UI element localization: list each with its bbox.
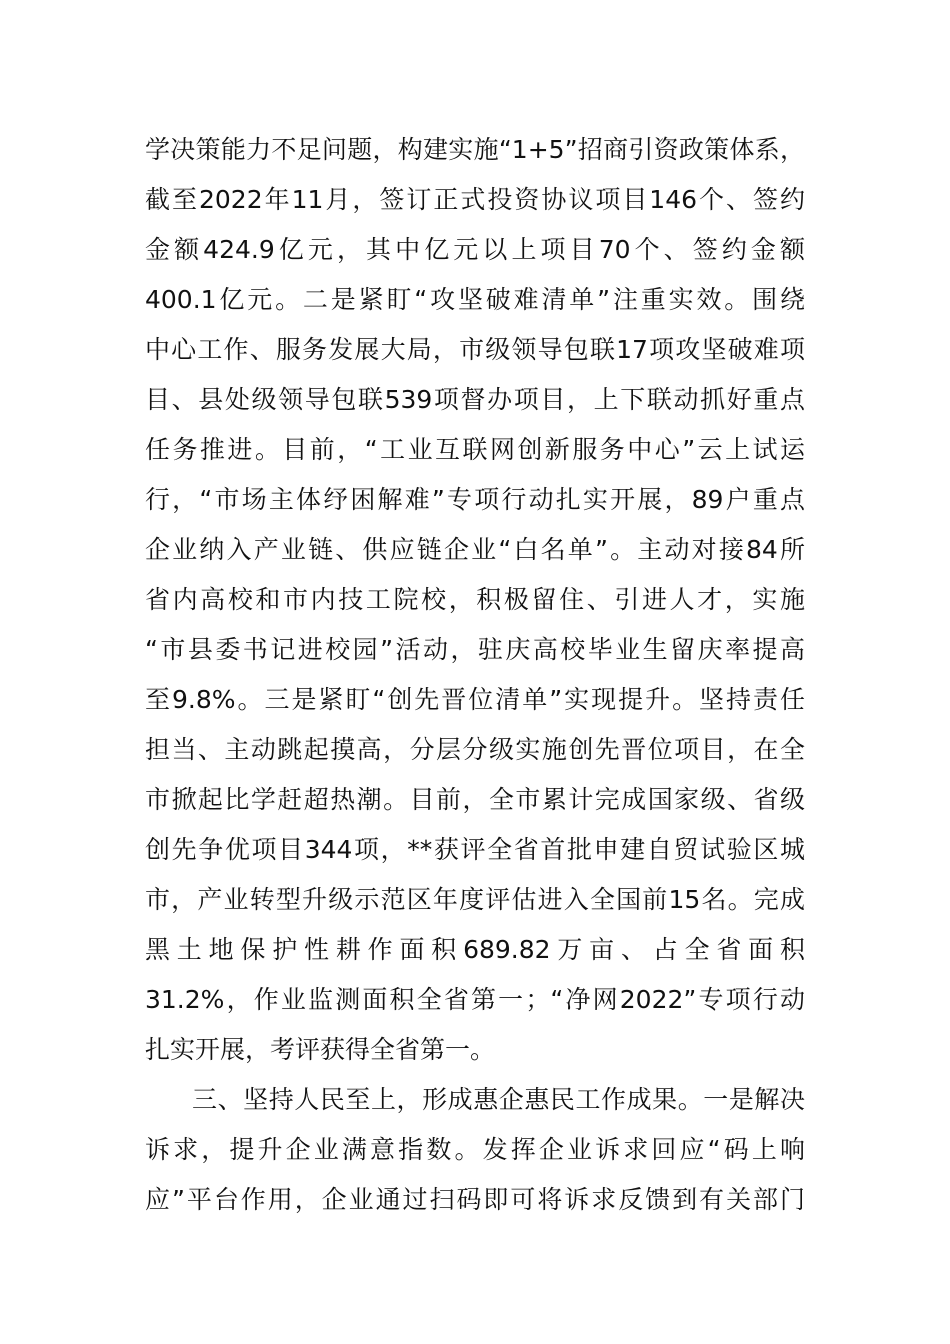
text-line: 扎实开展，考评获得全省第一。 [145, 1035, 496, 1064]
text-line: 金额424.9亿元，其中亿元以上项目70个、签约金额 [145, 235, 805, 264]
text-line: 担当、主动跳起摸高，分层分级实施创先晋位项目，在全 [145, 735, 805, 764]
text-line: 行，“市场主体纾困解难”专项行动扎实开展，89户重点 [145, 485, 805, 514]
text-line: 创先争优项目344项，**获评全省首批申建自贸试验区城 [145, 835, 805, 864]
section-heading-line: 三、坚持人民至上，形成惠企惠民工作成果。一是解决 [192, 1085, 805, 1114]
text-line: 400.1亿元。二是紧盯“攻坚破难清单”注重实效。围绕 [145, 285, 805, 314]
text-line: 省内高校和市内技工院校，积极留住、引进人才，实施 [145, 585, 805, 614]
text-line: 至9.8%。三是紧盯“创先晋位清单”实现提升。坚持责任 [145, 685, 805, 714]
text-line: 黑土地保护性耕作面积689.82万亩、占全省面积 [145, 935, 805, 964]
text-line: 市掀起比学赶超热潮。目前，全市累计完成国家级、省级 [145, 785, 805, 814]
text-line: “市县委书记进校园”活动，驻庆高校毕业生留庆率提高 [145, 635, 805, 664]
text-line: 目、县处级领导包联539项督办项目，上下联动抓好重点 [145, 385, 805, 414]
text-line: 中心工作、服务发展大局，市级领导包联17项攻坚破难项 [145, 335, 805, 364]
text-line: 31.2%，作业监测面积全省第一；“净网2022”专项行动 [145, 985, 805, 1014]
text-line: 截至2022年11月，签订正式投资协议项目146个、签约 [145, 185, 805, 214]
text-line: 市，产业转型升级示范区年度评估进入全国前15名。完成 [145, 885, 805, 914]
text-line: 企业纳入产业链、供应链企业“白名单”。主动对接84所 [145, 535, 805, 564]
text-line: 任务推进。目前，“工业互联网创新服务中心”云上试运 [145, 435, 805, 464]
text-line: 应”平台作用，企业通过扫码即可将诉求反馈到有关部门 [145, 1185, 805, 1214]
text-line: 诉求，提升企业满意指数。发挥企业诉求回应“码上响 [145, 1135, 805, 1164]
text-line: 学决策能力不足问题，构建实施“1+5”招商引资政策体系， [145, 135, 805, 164]
